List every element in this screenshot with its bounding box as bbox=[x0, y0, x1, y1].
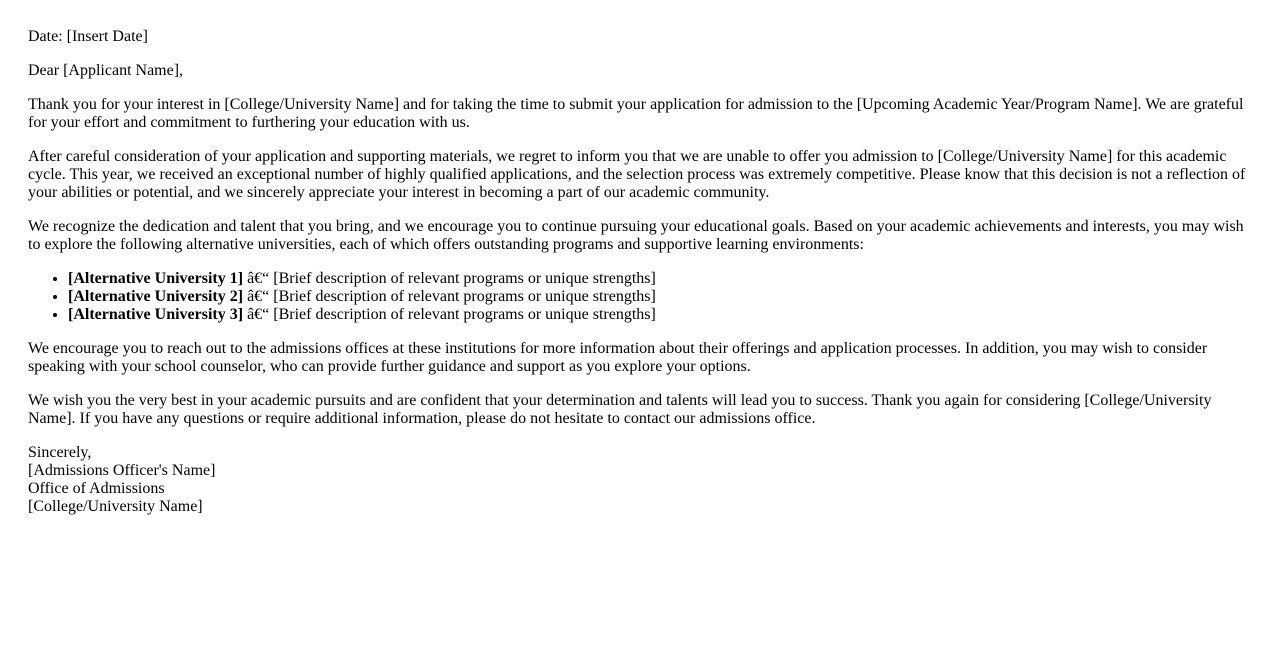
letter-body bbox=[28, 28, 1250, 532]
alternative-university-description: â€“ [Brief description of relevant programs or unique strengths] bbox=[243, 270, 656, 287]
paragraph-encourage-contact: We encourage you to reach out to the admissions offices at these institutions for more information about their offerings and application processes. In addition, you may wish to consider speaking with your school counselor, who can provide further guidance and support as you explore your options. bbox=[28, 340, 1208, 375]
paragraph-decision: After careful consideration of your application and supporting materials, we regret to inform you that we are unable to offer you admission to [College/University Name] for this academic cycle. This year, we received an exceptional number of highly qualified applications, and the selection process was extremely competitive. Please know that this decision is not a reflection of your abilities or potential, and we sincerely appreciate your interest in becoming a part of our academic community. bbox=[28, 148, 1246, 201]
paragraph-thanks: Thank you for your interest in [College/University Name] and for taking the time to submit your application for admission to the [Upcoming Academic Year/Program Name]. We are grateful for your effort and commitment to furthering your education with us. bbox=[28, 96, 1244, 131]
signature-office: Office of Admissions bbox=[28, 480, 165, 497]
paragraph-alternatives-intro: We recognize the dedication and talent that you bring, and we encourage you to continue pursuing your educational goals. Based on your academic achievements and interests, you may wish to explore the following alternative universities, each of which offers outstanding programs and supportive learning environments: bbox=[28, 218, 1244, 253]
signature-block bbox=[28, 444, 1250, 516]
alternative-universities-list bbox=[28, 270, 1250, 324]
alternative-university-description: â€“ [Brief description of relevant programs or unique strengths] bbox=[243, 288, 656, 305]
list-item bbox=[68, 306, 1250, 324]
alternative-university-name: [Alternative University 1] bbox=[68, 270, 244, 287]
signature-institution: [College/University Name] bbox=[28, 498, 203, 515]
signature-closing: Sincerely, bbox=[28, 444, 92, 461]
alternative-university-description: â€“ [Brief description of relevant programs or unique strengths] bbox=[243, 306, 656, 323]
signature-officer-name: [Admissions Officer's Name] bbox=[28, 462, 216, 479]
alternative-university-name: [Alternative University 3] bbox=[68, 306, 244, 323]
list-item bbox=[68, 288, 1250, 306]
list-item bbox=[68, 270, 1250, 288]
alternative-university-name: [Alternative University 2] bbox=[68, 288, 244, 305]
letter-date: Date: [Insert Date] bbox=[28, 28, 148, 45]
letter-salutation: Dear [Applicant Name], bbox=[28, 62, 184, 79]
paragraph-best-wishes: We wish you the very best in your academic pursuits and are confident that your determination and talents will lead you to success. Thank you again for considering [College/University Name]. If you have any questions or require additional information, please do not hesitate to contact our admissions office. bbox=[28, 392, 1212, 427]
